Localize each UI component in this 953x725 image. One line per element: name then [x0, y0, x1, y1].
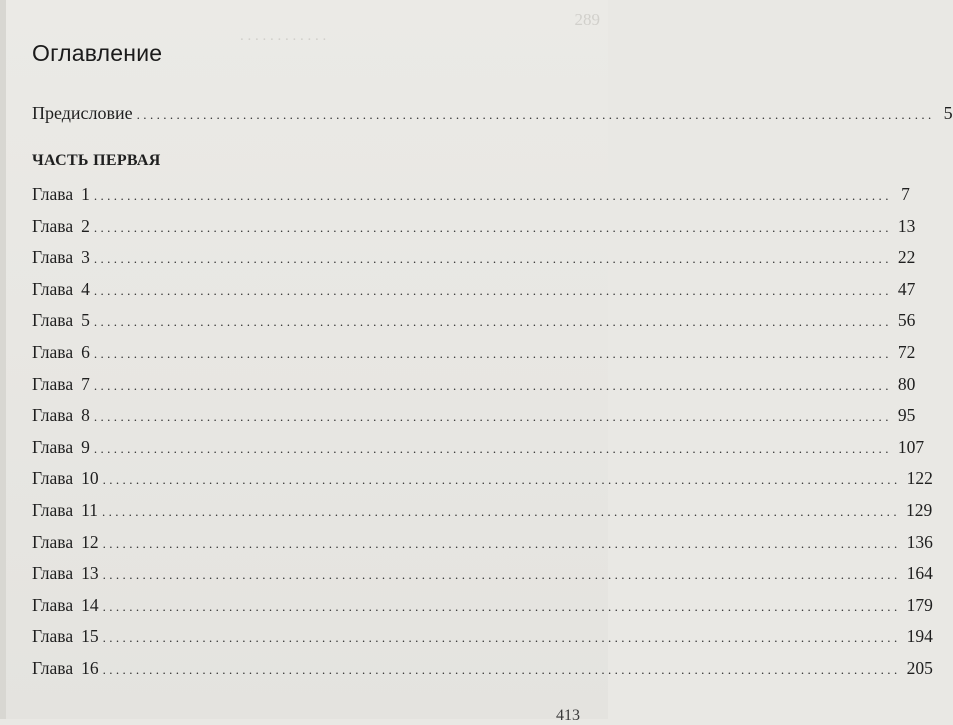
- chapter-word: Глава: [32, 215, 74, 236]
- chapter-number: 2: [81, 215, 90, 236]
- dot-leader: ........................................................................................................................: [93, 282, 892, 298]
- chapter-page: 56: [897, 310, 916, 331]
- toc-chapter-entry: [32, 563, 933, 595]
- chapter-page: 95: [897, 405, 916, 426]
- chapter-page: 122: [906, 468, 933, 489]
- chapter-number: 1: [81, 184, 90, 204]
- chapter-word: Глава: [32, 341, 74, 362]
- chapter-number: 13: [81, 563, 99, 584]
- bleed-through-text: . . . . . . . . . . . .: [240, 28, 327, 44]
- dot-leader: ........................................................................................................................: [93, 440, 892, 456]
- toc-chapter-entry: [32, 184, 910, 216]
- toc-chapter-entry: [32, 278, 916, 311]
- chapter-page: 13: [897, 215, 916, 236]
- dot-leader: ........................................................................................................................: [93, 377, 892, 393]
- chapter-list: [32, 184, 933, 690]
- chapter-page: 194: [906, 626, 933, 647]
- chapter-number: 5: [81, 310, 90, 331]
- chapter-page: 136: [906, 531, 933, 552]
- chapter-word: Глава: [32, 657, 74, 678]
- chapter-word: Глава: [32, 626, 74, 647]
- toc-chapter-entry: [32, 215, 916, 248]
- dot-leader: ........................................................................................................................: [93, 188, 892, 203]
- chapter-page: 164: [906, 563, 933, 584]
- chapter-number: 15: [81, 626, 99, 647]
- chapter-number: 12: [81, 531, 99, 552]
- chapter-word: Глава: [32, 405, 74, 426]
- chapter-page: 129: [905, 499, 933, 520]
- preface-label: Предисловие: [32, 103, 133, 123]
- chapter-word: Глава: [32, 373, 74, 394]
- chapter-number: 9: [81, 436, 90, 457]
- preface-entry: [32, 103, 953, 124]
- chapter-number: 11: [81, 499, 98, 520]
- toc-chapter-entry: [32, 594, 933, 627]
- dot-leader: ........................................................................................................................: [102, 630, 901, 646]
- chapter-word: Глава: [32, 184, 74, 204]
- bleed-through-number: 289: [574, 10, 600, 29]
- dot-leader: ........................................................................................................................: [102, 598, 901, 614]
- toc-chapter-entry: [32, 405, 916, 437]
- chapter-word: Глава: [32, 310, 74, 331]
- dot-leader: ........................................................................................................................: [93, 314, 892, 330]
- toc-chapter-entry: [32, 499, 933, 532]
- toc-chapter-entry: [32, 531, 933, 564]
- toc-chapter-entry: [32, 657, 933, 690]
- dot-leader: ........................................................................................................................: [102, 661, 901, 677]
- dot-leader: ........................................................................................................................: [93, 409, 892, 425]
- toc-chapter-entry: [32, 247, 916, 279]
- part-heading: ЧАСТЬ ПЕРВАЯ: [32, 152, 161, 169]
- toc-heading: Оглавление: [32, 40, 163, 66]
- chapter-page: 47: [897, 278, 916, 299]
- chapter-word: Глава: [32, 247, 74, 268]
- chapter-word: Глава: [32, 499, 74, 520]
- chapter-number: 16: [81, 657, 99, 678]
- chapter-number: 8: [81, 405, 90, 426]
- page-edge-shadow: [0, 0, 6, 719]
- dot-leader: ........................................................................................................................: [93, 251, 892, 267]
- dot-leader: ........................................................................................................................: [136, 107, 935, 122]
- chapter-word: Глава: [32, 436, 74, 457]
- dot-leader: ........................................................................................................................: [102, 535, 901, 551]
- chapter-page: 80: [897, 373, 916, 394]
- toc-chapter-entry: [32, 310, 916, 342]
- chapter-number: 14: [81, 594, 99, 615]
- chapter-page: 107: [897, 436, 925, 457]
- toc-chapter-entry: [32, 373, 916, 406]
- chapter-page: 205: [906, 657, 933, 678]
- chapter-number: 6: [81, 341, 90, 362]
- chapter-number: 3: [81, 247, 90, 268]
- chapter-word: Глава: [32, 531, 74, 552]
- toc-chapter-entry: [32, 468, 933, 500]
- toc-chapter-entry: [32, 341, 916, 374]
- chapter-word: Глава: [32, 278, 74, 299]
- toc-chapter-entry: [32, 436, 925, 469]
- preface-page: 5: [943, 103, 953, 123]
- chapter-word: Глава: [32, 563, 74, 584]
- chapter-page: 179: [906, 594, 933, 615]
- dot-leader: ........................................................................................................................: [101, 503, 900, 519]
- dot-leader: ........................................................................................................................: [102, 567, 901, 583]
- chapter-page: 72: [897, 341, 916, 362]
- toc-chapter-entry: [32, 626, 933, 658]
- chapter-number: 4: [81, 278, 90, 299]
- dot-leader: ........................................................................................................................: [93, 345, 892, 361]
- next-page-number: 413: [556, 707, 580, 724]
- chapter-number: 10: [81, 468, 99, 489]
- chapter-word: Глава: [32, 468, 74, 489]
- chapter-page: 7: [901, 184, 910, 204]
- chapter-page: 22: [897, 247, 916, 268]
- chapter-word: Глава: [32, 594, 74, 615]
- dot-leader: ........................................................................................................................: [102, 472, 901, 488]
- chapter-number: 7: [81, 373, 90, 394]
- dot-leader: ........................................................................................................................: [93, 219, 892, 235]
